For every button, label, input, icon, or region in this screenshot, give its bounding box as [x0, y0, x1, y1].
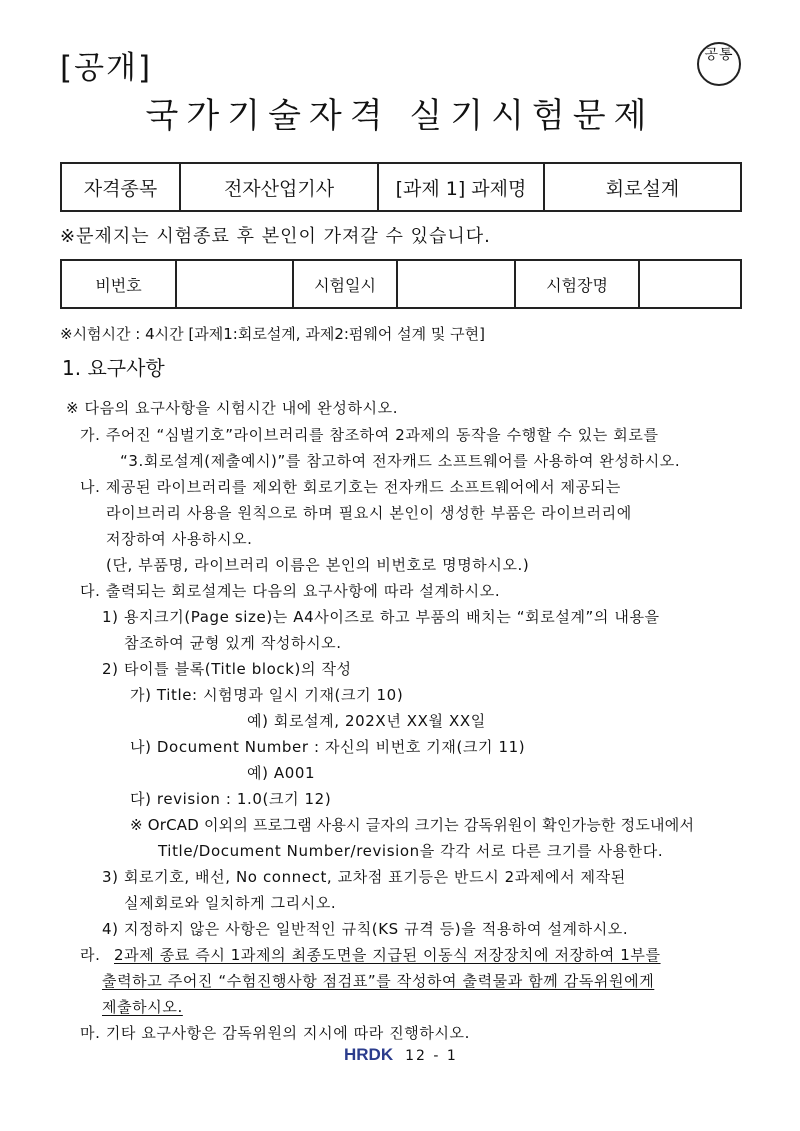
- page-footer: [344, 1045, 458, 1065]
- requirement-line: 나) Document Number : 자신의 비번호 기재(크기 11): [130, 738, 526, 756]
- requirement-line: (단, 부품명, 라이브러리 이름은 본인의 비번호로 명명하시오.): [106, 556, 530, 574]
- requirement-line: 1) 용지크기(Page size)는 A4사이즈로 하고 부품의 배치는 “회로설계”의 내용을: [102, 608, 660, 626]
- document-title: 국가기술자격 실기시험문제: [145, 96, 655, 136]
- task-name-label: [과제 1] 과제명: [378, 163, 544, 211]
- notice-text: ※문제지는 시험종료 후 본인이 가져갈 수 있습니다.: [60, 226, 491, 247]
- requirement-line: 다. 출력되는 회로설계는 다음의 요구사항에 따라 설계하시오.: [80, 582, 501, 600]
- requirement-line: 가) Title: 시험명과 일시 기재(크기 10): [130, 686, 404, 704]
- requirement-line: ※ 다음의 요구사항을 시험시간 내에 완성하시오.: [66, 399, 399, 417]
- requirement-line: 실제회로와 일치하게 그리시오.: [124, 894, 337, 912]
- requirement-line: 4) 지정하지 않은 사항은 일반적인 규칙(KS 규격 등)을 적용하여 설계하시오.: [102, 920, 629, 938]
- section-heading: 1. 요구사항: [62, 356, 165, 380]
- candidate-id-table: [60, 259, 742, 309]
- id-number-label: 비번호: [61, 260, 176, 308]
- requirement-line: ※ OrCAD 이외의 프로그램 사용시 글자의 크기는 감독위원이 확인가능한 정도내에서: [130, 816, 695, 834]
- requirement-line: 예) A001: [247, 764, 316, 782]
- requirement-line: 예) 회로설계, 202X년 XX월 XX일: [247, 712, 486, 730]
- page-number: 12 - 1: [405, 1048, 458, 1064]
- requirement-line: 저장하여 사용하시오.: [106, 530, 253, 548]
- common-seal: [697, 42, 741, 86]
- exam-info-table: [60, 162, 742, 212]
- exam-date-field: [397, 260, 515, 308]
- underlined-requirement-line: 출력하고 주어진 “수험진행사항 점검표”를 작성하여 출력물과 함께 감독위원에게: [102, 972, 655, 990]
- underlined-requirement-line: 제출하시오.: [102, 998, 183, 1016]
- requirement-line-prefix: 라.: [80, 946, 101, 964]
- id-number-field: [176, 260, 293, 308]
- exam-date-label: 시험일시: [293, 260, 397, 308]
- seal-text: 공통: [704, 47, 734, 63]
- requirement-line: 2) 타이틀 블록(Title block)의 작성: [102, 660, 352, 678]
- requirement-line: 마. 기타 요구사항은 감독위원의 지시에 따라 진행하시오.: [80, 1024, 471, 1042]
- task-name-value: 회로설계: [544, 163, 741, 211]
- requirement-line: 가. 주어진 “심벌기호”라이브러리를 참조하여 2과제의 동작을 수행할 수 있는 회로를: [80, 426, 659, 444]
- requirement-line: 참조하여 균형 있게 작성하시오.: [124, 634, 342, 652]
- exam-site-field: [639, 260, 741, 308]
- exam-time-note: ※시험시간 : 4시간 [과제1:회로설계, 과제2:펌웨어 설계 및 구현]: [60, 325, 485, 343]
- requirement-line: 나. 제공된 라이브러리를 제외한 회로기호는 전자캐드 소프트웨어에서 제공되는: [80, 478, 621, 496]
- qualification-value: 전자산업기사: [180, 163, 378, 211]
- qualification-label: 자격종목: [61, 163, 180, 211]
- requirement-line: Title/Document Number/revision을 각각 서로 다른 크기를 사용한다.: [158, 842, 664, 860]
- hrdk-logo: HRDK: [344, 1045, 394, 1064]
- requirement-line: “3.회로설계(제출예시)”를 참고하여 전자캐드 소프트웨어를 사용하여 완성하시오.: [120, 452, 681, 470]
- requirement-line: 다) revision : 1.0(크기 12): [130, 790, 332, 808]
- requirement-line: 라이브러리 사용을 원칙으로 하며 필요시 본인이 생성한 부품은 라이브러리에: [106, 504, 632, 522]
- underlined-requirement-line: 2과제 종료 즉시 1과제의 최종도면을 지급된 이동식 저장장치에 저장하여 1부를: [114, 946, 661, 964]
- exam-site-label: 시험장명: [515, 260, 639, 308]
- requirement-line: 3) 회로기호, 배선, No connect, 교차점 표기등은 반드시 2과제에서 제작된: [102, 868, 626, 886]
- public-tag: [공개]: [60, 50, 153, 86]
